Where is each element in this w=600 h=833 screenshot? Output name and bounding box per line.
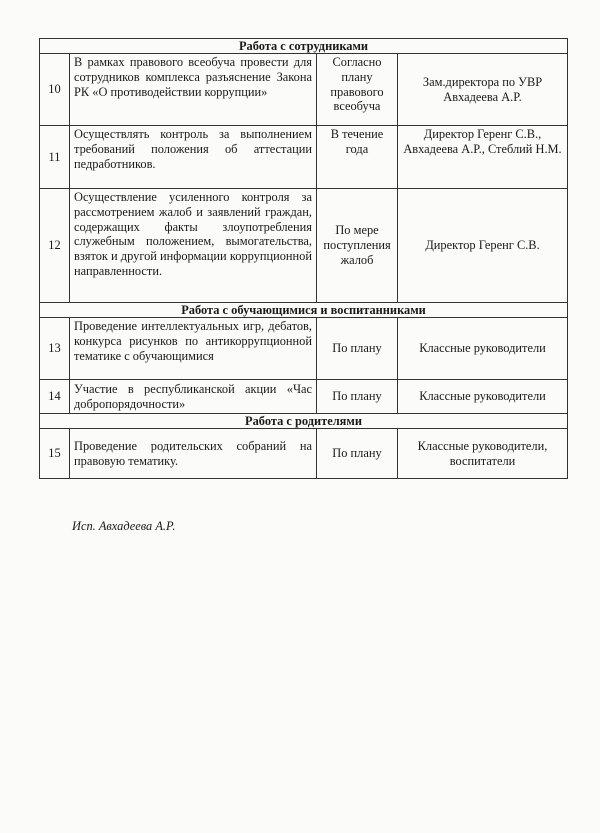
action-plan-table (39, 38, 568, 479)
term-cell: Согласно плану правового всеобуча (317, 54, 398, 126)
executor-signature: Исп. Авхадеева А.Р. (72, 519, 176, 533)
table-row (40, 380, 568, 414)
section-header-row (40, 303, 568, 318)
responsible-cell: Зам.директора по УВР Авхадеева А.Р. (398, 54, 568, 126)
row-number: 12 (40, 189, 70, 303)
responsible-cell: Директор Геренг С.В. (398, 189, 568, 303)
task-cell: Осуществление усиленного контроля за рассмотрением жалоб и заявлений граждан, содержащих факты злоупотребления служебным положением, вымогательства, взяток и другой информации коррупционной направленности. (70, 189, 317, 303)
row-number: 13 (40, 318, 70, 380)
section-header-row (40, 414, 568, 429)
table-row (40, 126, 568, 189)
task-cell: В рамках правового всеобуча провести для сотрудников комплекса разъяснение Закона РК «О противодействии коррупции» (70, 54, 317, 126)
responsible-cell: Классные руководители, воспитатели (398, 429, 568, 479)
table-row (40, 318, 568, 380)
table-row (40, 54, 568, 126)
term-cell: По плану (317, 429, 398, 479)
section-title: Работа с обучающимися и воспитанниками (40, 303, 568, 318)
section-title: Работа с родителями (40, 414, 568, 429)
task-cell: Проведение интеллектуальных игр, дебатов, конкурса рисунков по антикоррупционной тематике с обучающимися (70, 318, 317, 380)
row-number: 15 (40, 429, 70, 479)
responsible-cell: Директор Геренг С.В., Авхадеева А.Р., Стеблий Н.М. (398, 126, 568, 189)
term-cell: По плану (317, 380, 398, 414)
responsible-cell: Классные руководители (398, 380, 568, 414)
table-row (40, 189, 568, 303)
section-title: Работа с сотрудниками (40, 39, 568, 54)
term-cell: По плану (317, 318, 398, 380)
row-number: 14 (40, 380, 70, 414)
task-cell: Проведение родительских собраний на правовую тематику. (70, 429, 317, 479)
row-number: 10 (40, 54, 70, 126)
row-number: 11 (40, 126, 70, 189)
term-cell: В течение года (317, 126, 398, 189)
task-cell: Участие в республиканской акции «Час добропорядочности» (70, 380, 317, 414)
term-cell: По мере поступления жалоб (317, 189, 398, 303)
section-header-row (40, 39, 568, 54)
task-cell: Осуществлять контроль за выполнением требований положения об аттестации педработников. (70, 126, 317, 189)
table-row (40, 429, 568, 479)
responsible-cell: Классные руководители (398, 318, 568, 380)
